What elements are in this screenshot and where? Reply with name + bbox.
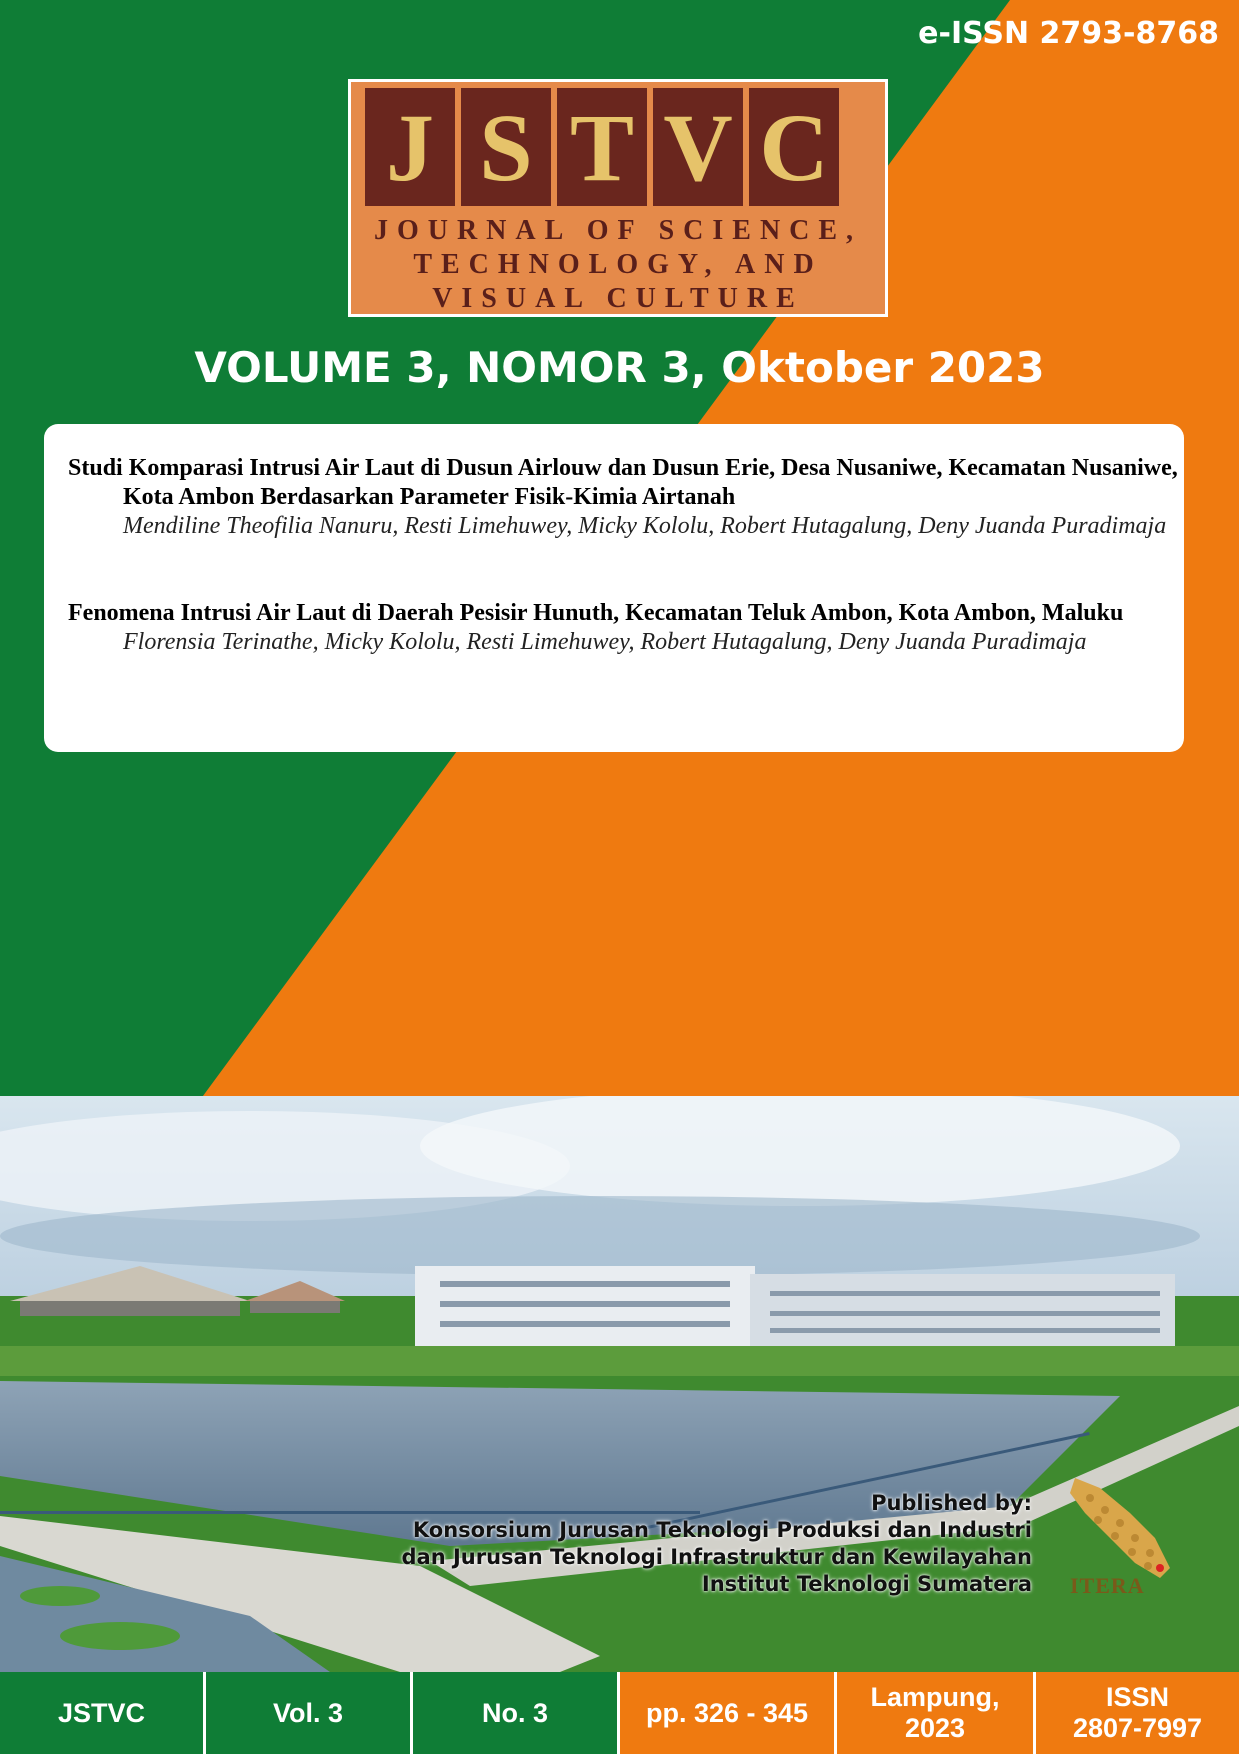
publisher-line: Konsorsium Jurusan Teknologi Produksi dan Industri <box>412 1518 1032 1542</box>
journal-name-line: VISUAL CULTURE <box>432 283 804 314</box>
article-authors: Florensia Terinathe, Micky Kololu, Resti Limehuwey, Robert Hutagalung, Deny Juanda Puradimaja <box>123 629 1087 655</box>
publisher-line: Institut Teknologi Sumatera <box>701 1572 1032 1596</box>
footer-number <box>413 1672 620 1754</box>
itera-logo-text: ITERA <box>1070 1573 1145 1598</box>
footer-place-year <box>837 1672 1036 1754</box>
footer-text: Lampung, 2023 <box>870 1682 1000 1743</box>
logo-letter: C <box>749 88 839 206</box>
footer-journal <box>0 1672 206 1754</box>
footer-bar <box>0 1672 1239 1754</box>
footer-text: Vol. 3 <box>272 1697 344 1728</box>
article-authors: Mendiline Theofilia Nanuru, Resti Limehuwey, Micky Kololu, Robert Hutagalung, Deny Juanda Puradimaja <box>123 513 1167 539</box>
logo-letter: J <box>365 88 455 206</box>
footer-issn <box>1036 1672 1239 1754</box>
footer-text: pp. 326 - 345 <box>645 1697 809 1728</box>
volume-issue-heading: VOLUME 3, NOMOR 3, Oktober 2023 <box>194 343 1045 392</box>
footer-volume <box>206 1672 413 1754</box>
journal-logo <box>348 79 888 317</box>
publisher-block <box>401 1490 1032 1598</box>
publisher-line: dan Jurusan Teknologi Infrastruktur dan Kewilayahan <box>401 1545 1032 1569</box>
journal-full-name <box>351 214 885 316</box>
journal-name-line: TECHNOLOGY, AND <box>413 249 823 280</box>
article-title[interactable]: Fenomena Intrusi Air Laut di Daerah Pesisir Hunuth, Kecamatan Teluk Ambon, Kota Ambon, Maluku <box>68 600 1124 626</box>
article-entry[interactable] <box>68 454 1223 541</box>
logo-letter: S <box>461 88 551 206</box>
logo-letter: T <box>557 88 647 206</box>
logo-letter: V <box>653 88 743 206</box>
footer-pages <box>620 1672 837 1754</box>
contents-card <box>44 424 1184 752</box>
footer-text: No. 3 <box>481 1697 548 1728</box>
footer-text: JSTVC <box>57 1697 146 1728</box>
footer-text: ISSN 2807-7997 <box>1072 1682 1203 1743</box>
logo-letters <box>365 88 839 206</box>
article-title[interactable]: Studi Komparasi Intrusi Air Laut di Dusun Airlouw dan Dusun Erie, Desa Nusaniwe, Kecamatan Nusaniwe, Kota Ambon Berdasarkan Parameter Fisik-Kimia Airtanah <box>68 455 1178 510</box>
published-by-label: Published by: <box>871 1491 1032 1515</box>
article-entry[interactable] <box>68 599 1223 657</box>
journal-name-line: JOURNAL OF SCIENCE, <box>373 215 863 246</box>
e-issn: e-ISSN 2793-8768 <box>918 16 1219 51</box>
